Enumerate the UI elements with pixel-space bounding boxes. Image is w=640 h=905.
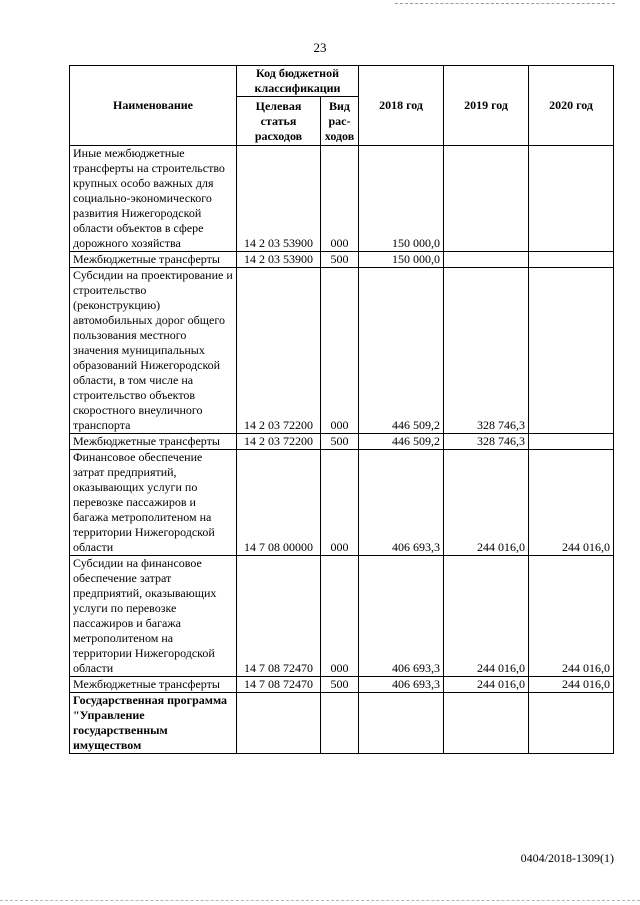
row-2018: 150 000,0 <box>359 252 444 268</box>
row-type: 000 <box>321 146 359 252</box>
row-2018: 446 509,2 <box>359 434 444 450</box>
header-2018: 2018 год <box>359 66 444 146</box>
row-2020 <box>529 252 614 268</box>
header-2020: 2020 год <box>529 66 614 146</box>
row-2020 <box>529 146 614 252</box>
row-type: 500 <box>321 252 359 268</box>
row-name: Межбюджетные трансферты <box>70 252 237 268</box>
row-2020 <box>529 693 614 754</box>
header-2019: 2019 год <box>444 66 529 146</box>
scan-artifact-bottom <box>0 900 640 903</box>
row-code: 14 7 08 72470 <box>237 677 321 693</box>
row-code: 14 2 03 53900 <box>237 146 321 252</box>
row-2019 <box>444 252 529 268</box>
table-row <box>70 268 614 434</box>
row-2019: 244 016,0 <box>444 677 529 693</box>
row-code: 14 2 03 53900 <box>237 252 321 268</box>
row-2018: 446 509,2 <box>359 268 444 434</box>
row-type <box>321 693 359 754</box>
header-expense-type: Вид рас-ходов <box>321 97 359 146</box>
page-number: 23 <box>313 40 327 55</box>
table-row <box>70 450 614 556</box>
row-type: 500 <box>321 434 359 450</box>
row-code: 14 7 08 72470 <box>237 556 321 677</box>
table-row <box>70 434 614 450</box>
row-code: 14 7 08 00000 <box>237 450 321 556</box>
row-type: 000 <box>321 268 359 434</box>
row-2019: 328 746,3 <box>444 268 529 434</box>
row-2019 <box>444 146 529 252</box>
row-2019 <box>444 693 529 754</box>
table-row <box>70 693 614 754</box>
row-2018 <box>359 693 444 754</box>
row-code: 14 2 03 72200 <box>237 268 321 434</box>
row-2018: 150 000,0 <box>359 146 444 252</box>
row-2020 <box>529 434 614 450</box>
row-2020: 244 016,0 <box>529 556 614 677</box>
row-2018: 406 693,3 <box>359 556 444 677</box>
row-2019: 328 746,3 <box>444 434 529 450</box>
row-2019: 244 016,0 <box>444 450 529 556</box>
row-code <box>237 693 321 754</box>
row-name: Межбюджетные трансферты <box>70 434 237 450</box>
header-target-article: Целевая статья расходов <box>237 97 321 146</box>
row-name: Финансовое обеспечение затрат предприятий, оказывающих услуги по перевозке пассажиров и багажа метрополитеном на территории Нижегородской области <box>70 450 237 556</box>
row-type: 000 <box>321 450 359 556</box>
row-2018: 406 693,3 <box>359 677 444 693</box>
row-name: Субсидии на финансовое обеспечение затрат предприятий, оказывающих услуги по перевозке пассажиров и багажа метрополитеном на территории Нижегородской области <box>70 556 237 677</box>
header-name: Наименование <box>70 66 237 146</box>
row-name: Межбюджетные трансферты <box>70 677 237 693</box>
table-row <box>70 252 614 268</box>
budget-table <box>69 65 614 754</box>
document-code: 0404/2018-1309(1) <box>520 851 614 865</box>
row-type: 000 <box>321 556 359 677</box>
row-name: Субсидии на проектирование и строительство (реконструкцию) автомобильных дорог общего пользования местного значения муниципальных образований Нижегородской области, в том числе на строительство объектов скоростного внеуличного транспорта <box>70 268 237 434</box>
table-row <box>70 556 614 677</box>
row-2020 <box>529 268 614 434</box>
row-code: 14 2 03 72200 <box>237 434 321 450</box>
table-row <box>70 677 614 693</box>
row-name: Иные межбюджетные трансферты на строительство крупных особо важных для социально-экономического развития Нижегородской области объектов в сфере дорожного хозяйства <box>70 146 237 252</box>
header-budget-code: Код бюджетной классификации <box>237 66 359 97</box>
scan-artifact-top <box>395 3 615 6</box>
row-type: 500 <box>321 677 359 693</box>
table-row <box>70 146 614 252</box>
row-2020: 244 016,0 <box>529 677 614 693</box>
row-2020: 244 016,0 <box>529 450 614 556</box>
row-name: Государственная программа "Управление государственным имуществом <box>70 693 237 754</box>
row-2018: 406 693,3 <box>359 450 444 556</box>
row-2019: 244 016,0 <box>444 556 529 677</box>
